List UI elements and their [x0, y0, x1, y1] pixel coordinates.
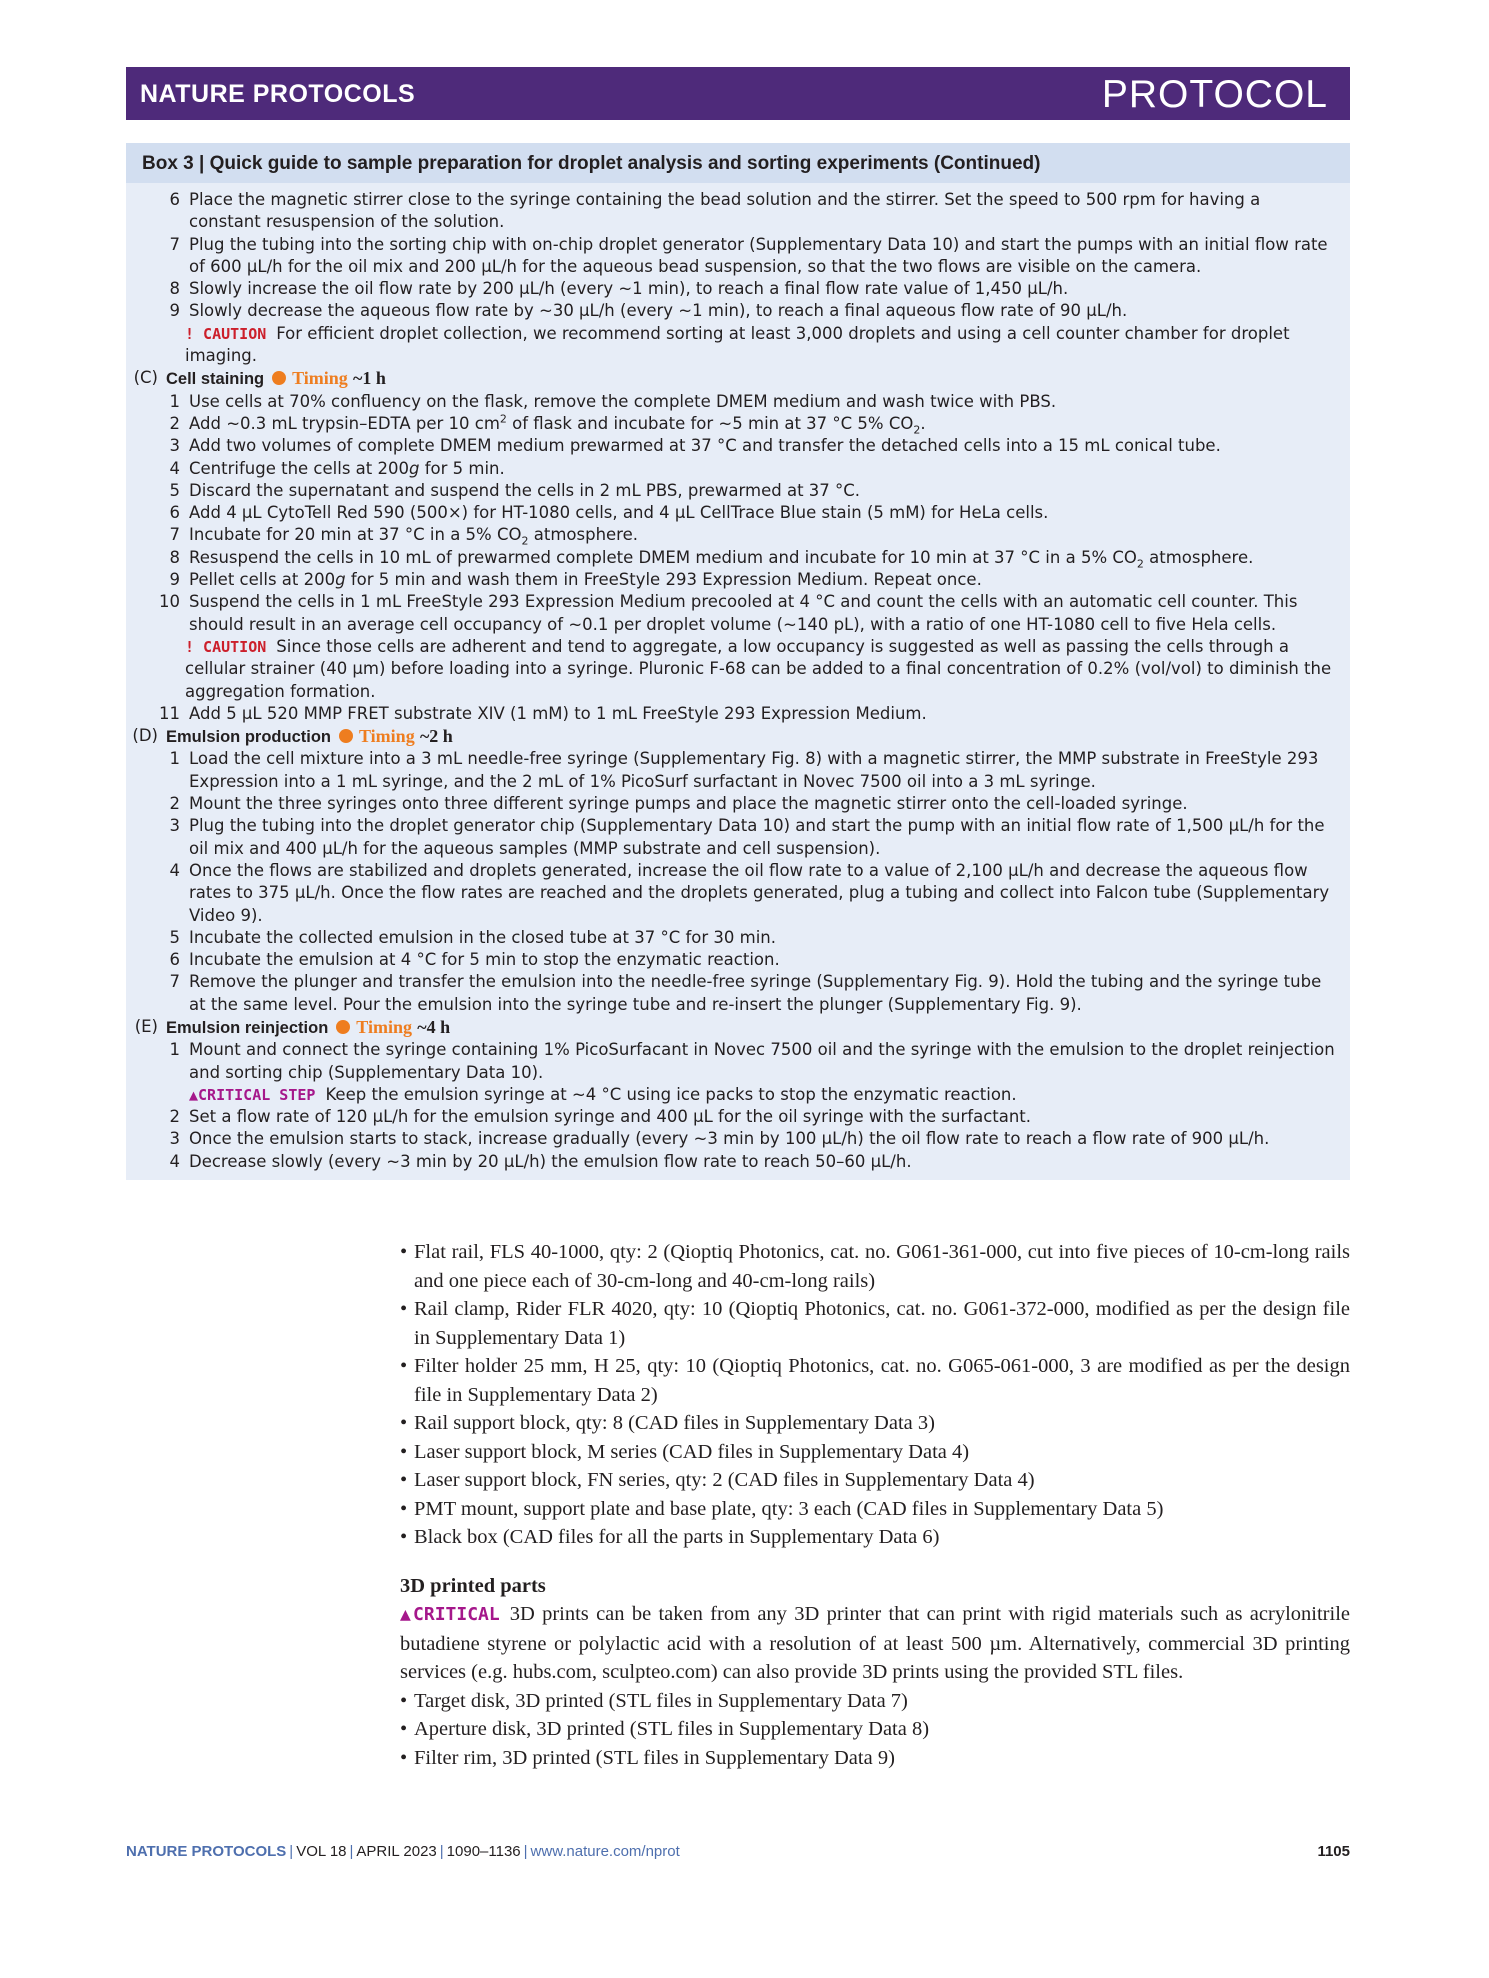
section-c-heading: (C) Cell staining Timing ~1 h: [133, 368, 386, 389]
footer: NATURE PROTOCOLS | VOL 18 | APRIL 2023 | 1090–1136 | www.nature.com/nprot 1105: [126, 1843, 1350, 1860]
list-item: 7 Incubate for 20 min at 37 °C in a 5% $CO_2$ atmosphere.: [169, 525, 638, 548]
list-item: 3 Once the emulsion starts to stack, increase gradually (every ~3 min by 100 µL/h) the oil flow rate to reach a flow rate of 900 µL/h.: [169, 1129, 1270, 1149]
list-item: • Rail support block, qty: 8 (CAD files in Supplementary Data 3): [400, 1412, 935, 1434]
list-item: 1 Use cells at 70% confluency on the flask, remove the complete DMEM medium and wash twice with PBS.: [169, 391, 1057, 411]
list-item: 1 Load the cell mixture into a 3 mL needle-free syringe (Supplementary Fig. 8) with a magnetic stirrer, the MMP substrate in FreeStyle 293 Expression into a 1 mL syringe, and the 2 mL of 1% PicoSurf surfactant in Novec 7500 oil into a 3 mL syringe.: [169, 749, 1319, 791]
box-3: [126, 143, 1350, 1180]
list-item: • Flat rail, FLS 40-1000, qty: 2 (Qioptiq Photonics, cat. no. G061-361-000, cut into five pieces of 10-cm-long rails and one piece each of 30-cm-long and 40-cm-long rails): [400, 1241, 1350, 1292]
list-item: 6 Add 4 µL CytoTell Red 590 (500×) for HT-1080 cells, and 4 µL CellTrace Blue stain (5 mM) for HeLa cells.: [169, 503, 1049, 523]
footer-pages: 1090–1136: [446, 1843, 521, 1860]
critical-step-note: ▲CRITICAL STEP Keep the emulsion syringe at ~4 °C using ice packs to stop the enzymatic reaction.: [189, 1084, 1017, 1104]
list-item: • Rail clamp, Rider FLR 4020, qty: 10 (Qioptiq Photonics, cat. no. G061-372-000, modified as per the design file in Supplementary Data 1): [400, 1298, 1350, 1349]
list-item: 2 Mount the three syringes onto three different syringe pumps and place the magnetic stirrer onto the cell-loaded syringe.: [169, 794, 1188, 814]
list-item: 5 Incubate the collected emulsion in the closed tube at 37 °C for 30 min.: [169, 927, 777, 947]
list-item: • Laser support block, FN series, qty: 2 (CAD files in Supplementary Data 4): [400, 1469, 1035, 1491]
box-title: Box 3 | Quick guide to sample preparation for droplet analysis and sorting experiments (Continued): [126, 143, 1350, 183]
section-b-steps: [126, 189, 1350, 323]
critical-step-label: ▲CRITICAL STEP: [189, 1085, 316, 1104]
footer-date: APRIL 2023: [356, 1843, 437, 1860]
caution-note: ! CAUTION Since those cells are adherent and tend to aggregate, a low occupancy is suggested as well as passing the cells through a cellular strainer (40 µm) before loading into a syringe. Pluronic F-68 can be added to a final concentration of 0.2% (vol/vol) to diminish the aggregation formation.: [185, 636, 1332, 701]
footer-volume: VOL 18: [296, 1843, 347, 1860]
section-d-heading: (D) Emulsion production Timing ~2 h: [132, 726, 453, 747]
list-item: 7 Remove the plunger and transfer the emulsion into the needle-free syringe (Supplementary Fig. 9). Hold the tubing and the syringe tube at the same level. Pour the emulsion into the syringe tube and re-insert the plunger (Supplementary Fig. 9).: [169, 972, 1322, 1014]
section-e-heading: (E) Emulsion reinjection Timing ~4 h: [134, 1016, 451, 1037]
list-item: 2 Set a flow rate of 120 µL/h for the emulsion syringe and 400 µL for the oil syringe with the surfactant.: [169, 1107, 1032, 1127]
list-item: • Filter rim, 3D printed (STL files in Supplementary Data 9): [400, 1746, 895, 1769]
list-item: • PMT mount, support plate and base plate, qty: 3 each (CAD files in Supplementary Data 5): [400, 1497, 1164, 1520]
list-item: • Target disk, 3D printed (STL files in Supplementary Data 7): [400, 1689, 908, 1712]
list-item: 4 Decrease slowly (every ~3 min by 20 µL/h) the emulsion flow rate to reach 50–60 µL/h.: [169, 1151, 912, 1171]
list-item: 11 Add 5 µL 520 MMP FRET substrate XIV (1 mM) to 1 mL FreeStyle 293 Expression Medium.: [159, 703, 927, 723]
subheading-3d-printed-parts: 3D printed parts: [400, 1574, 546, 1597]
list-item: 6 Incubate the emulsion at 4 °C for 5 min to stop the enzymatic reaction.: [169, 950, 780, 970]
list-item: 9 Slowly decrease the aqueous flow rate by ~30 µL/h (every ~1 min), to reach a final aqueous flow rate of 90 µL/h.: [169, 301, 1128, 321]
list-item: 2 Add ~0.3 mL trypsin–EDTA per 10 $cm^2$ of flask and incubate for ~5 min at 37 °C 5% $CO_2$.: [169, 412, 926, 437]
footer-url-link[interactable]: www.nature.com/nprot: [530, 1843, 680, 1860]
box-content: [126, 183, 1350, 1173]
body-text: [400, 1238, 1350, 1772]
list-item: 8 Slowly increase the oil flow rate by 200 µL/h (every ~1 min), to reach a final flow rate value of 1,450 µL/h.: [169, 279, 1069, 299]
caution-note: ! CAUTION For efficient droplet collection, we recommend sorting at least 3,000 droplets and using a cell counter chamber for droplet imaging.: [185, 323, 1290, 366]
list-item: • Filter holder 25 mm, H 25, qty: 10 (Qioptiq Photonics, cat. no. G065-061-000, 3 are modified as per the design file in Supplementary Data 2): [400, 1355, 1350, 1406]
list-item: 4 Centrifuge the cells at 200g for 5 min.: [169, 458, 505, 478]
list-item: 8 Resuspend the cells in 10 mL of prewarmed complete DMEM medium and incubate for 10 min at 37 °C in a 5% $CO_2$ atmosphere.: [169, 547, 1254, 571]
list-item: 6 Place the magnetic stirrer close to the syringe containing the bead solution and the stirrer. Set the speed to 500 rpm for having a constant resuspension of the solution.: [169, 190, 1261, 232]
list-item: 9 Pellet cells at 200g for 5 min and wash them in FreeStyle 293 Expression Medium. Repeat once.: [169, 570, 982, 590]
header-bar: [126, 67, 1350, 120]
timing-dot-icon: [339, 729, 353, 743]
list-item: 4 Once the flows are stabilized and droplets generated, increase the oil flow rate to a value of 2,100 µL/h and decrease the aqueous flow rates to 375 µL/h. Once the flow rates are reached and the droplets generated, plug a tubing and collect into Falcon tube (Supplementary Video 9).: [169, 860, 1330, 925]
page-number: 1105: [1317, 1843, 1350, 1860]
timing-dot-icon: [272, 371, 286, 385]
list-item: • Black box (CAD files for all the parts in Supplementary Data 6): [400, 1526, 940, 1548]
list-item: 3 Plug the tubing into the droplet generator chip (Supplementary Data 10) and start the pump with an initial flow rate of 1,500 µL/h for the oil mix and 400 µL/h for the aqueous samples (MMP substrate and cell suspension).: [169, 816, 1325, 858]
caution-label: ! CAUTION: [185, 324, 267, 343]
critical-note: ▲CRITICAL 3D prints can be taken from any 3D printer that can print with rigid materials such as acrylonitrile butadiene styrene or polylactic acid with a resolution of at least 500 µm. Alternatively, commercial 3D printing services (e.g. hubs.com, sculpteo.com) can also provide 3D prints using the provided STL files.: [400, 1603, 1350, 1683]
list-item: 10 Suspend the cells in 1 mL FreeStyle 293 Expression Medium precooled at 4 °C and count the cells with an automatic cell counter. This should result in an average cell occupancy of ~0.1 per droplet volume (~140 pL), with a ratio of one HT-1080 cell to five Hela cells.: [159, 592, 1298, 634]
footer-journal: NATURE PROTOCOLS: [126, 1843, 287, 1860]
list-item: 1 Mount and connect the syringe containing 1% PicoSurfacant in Novec 7500 oil and the syringe with the emulsion to the droplet reinjection and sorting chip (Supplementary Data 10).: [169, 1040, 1335, 1082]
timing-dot-icon: [336, 1020, 350, 1034]
caution-label: ! CAUTION: [185, 637, 267, 656]
list-item: 3 Add two volumes of complete DMEM medium prewarmed at 37 °C and transfer the detached cells into a 15 mL conical tube.: [169, 436, 1221, 456]
list-item: • Aperture disk, 3D printed (STL files in Supplementary Data 8): [400, 1718, 930, 1740]
list-item: 5 Discard the supernatant and suspend the cells in 2 mL PBS, prewarmed at 37 °C.: [169, 480, 861, 500]
list-item: 7 Plug the tubing into the sorting chip with on-chip droplet generator (Supplementary Data 10) and start the pumps with an initial flow rate of 600 µL/h for the oil mix and 200 µL/h for the aqueous bead suspension, so that the two flows are visible on the camera.: [169, 234, 1328, 276]
list-item: • Laser support block, M series (CAD files in Supplementary Data 4): [400, 1440, 970, 1463]
journal-name: NATURE PROTOCOLS: [140, 80, 416, 108]
critical-label: ▲CRITICAL: [400, 1604, 500, 1625]
article-type: PROTOCOL: [1101, 73, 1328, 116]
